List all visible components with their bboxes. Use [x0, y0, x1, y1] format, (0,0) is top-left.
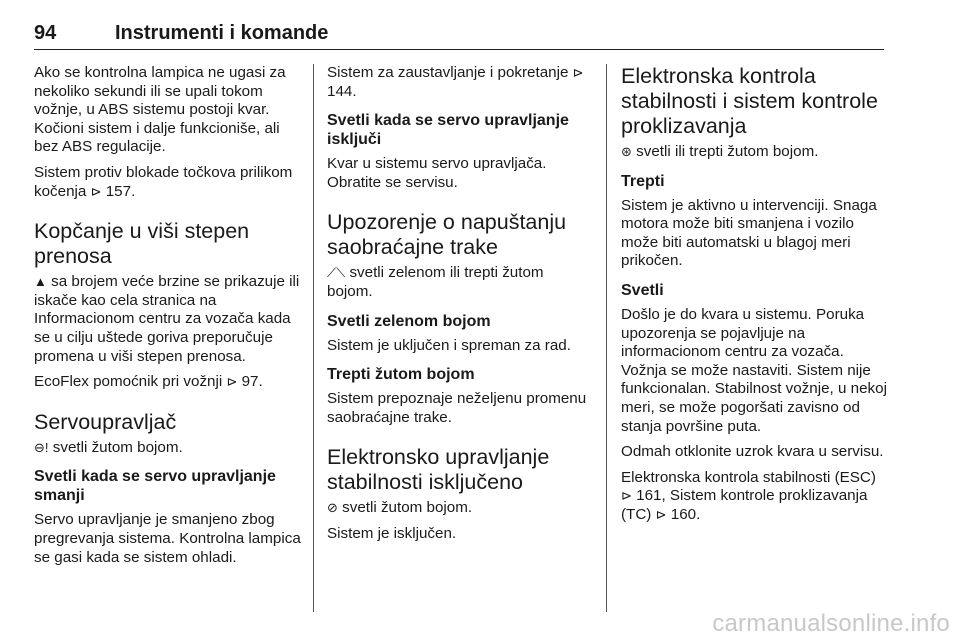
- paragraph-servo-off: Kvar u sistemu servo upravljača. Obratite se servisu.: [327, 155, 547, 191]
- paragraph-green: Sistem je uključen i spreman za rad.: [327, 336, 571, 354]
- page-reference-link[interactable]: 161, Sistem kontrole proklizavanja (TC): [621, 487, 868, 523]
- upshift-triangle-icon: ▲: [34, 274, 47, 290]
- paragraph-yellow: Sistem prepoznaje neželjenu promenu saobraćajne trake.: [327, 390, 587, 426]
- page-reference-icon: ⊳: [572, 65, 584, 80]
- watermark: carmanualsonline.info: [712, 610, 950, 637]
- heading-lane-departure: Upozorenje o napuštanju saobraćajne trake: [327, 210, 567, 260]
- paragraph-lane-lamp: ⟋⟍ svetli zelenom ili trepti žutom bojom.: [327, 264, 544, 300]
- column-divider: [313, 64, 314, 612]
- heading-esc-off: Elektronsko upravljanje stabilnosti isključeno: [327, 445, 550, 495]
- page-reference-icon: ⊳: [621, 488, 632, 504]
- paragraph-servo-reduced: Servo upravljanje je smanjeno zbog pregrevanja sistema. Kontrolna lampica se gasi kada se sistem ohladi.: [34, 511, 301, 566]
- page-reference-icon: ⊳: [90, 183, 102, 199]
- paragraph-service: Odmah otklonite uzrok kvara u servisu.: [621, 443, 884, 461]
- subheading-on: Svetli: [621, 281, 664, 299]
- column-divider: [606, 64, 607, 612]
- paragraph-esc-lamp: ⊛ svetli ili trepti žutom bojom.: [621, 143, 819, 160]
- page-reference-link[interactable]: 157.: [105, 182, 136, 200]
- paragraph-abs-fault: Ako se kontrolna lampica ne ugasi za nekoliko sekundi ili se upali tokom vožnje, u ABS sistemu postoji kvar. Kočioni sistem i dalje funkcioniše, ali bez ABS regulacije.: [34, 64, 286, 156]
- paragraph-esc-refs: Elektronska kontrola stabilnosti (ESC) ⊳ 161, Sistem kontrole proklizavanja (TC) ⊳ 160.: [621, 468, 876, 523]
- paragraph-esc-off: Sistem je isključen.: [327, 524, 457, 542]
- paragraph-start-stop: Sistem za zaustavljanje i pokretanje ⊳ 144.: [327, 64, 584, 100]
- paragraph-flashing: Sistem je aktivno u intervenciji. Snaga motora može biti smanjena i vozilo može biti automatski u blagoj meri prikočen.: [621, 196, 877, 270]
- column-1: [34, 64, 302, 574]
- page-reference-icon: ⊳: [655, 506, 667, 522]
- heading-servo: Servoupravljač: [34, 409, 177, 434]
- page-reference-icon: ⊳: [226, 374, 238, 390]
- paragraph-ecoflex: EcoFlex pomoćnik pri vožnji ⊳ 97.: [34, 373, 263, 391]
- page-header: [34, 10, 884, 50]
- page-reference-link[interactable]: 160.: [670, 505, 701, 523]
- heading-esc-tc: Elektronska kontrola stabilnosti i sistem kontrole proklizavanja: [621, 64, 878, 138]
- lane-departure-icon: ⟋⟍: [327, 265, 346, 281]
- paragraph-abs-ref: Sistem protiv blokade točkova prilikom kočenja ⊳ 157.: [34, 163, 293, 200]
- page-reference-link[interactable]: 97.: [241, 373, 263, 391]
- paragraph-upshift: ▲ sa brojem veće brzine se prikazuje ili iskače kao cela stranica na Informacionom centru za vozača kada se u cilju uštede goriva preporučuje promena u viši stepen prenosa.: [34, 273, 300, 365]
- subheading-servo-reduced: Svetli kada se servo upravljanje smanji: [34, 468, 276, 505]
- esc-skid-icon: ⊛: [621, 144, 632, 159]
- heading-upshift: Kopčanje u viši stepen prenosa: [34, 219, 250, 269]
- steering-warning-icon: ⊖!: [34, 439, 49, 455]
- running-title: Instrumenti i komande: [115, 22, 329, 44]
- page-reference-link[interactable]: 144.: [327, 82, 357, 100]
- column-2: [327, 64, 591, 551]
- subheading-servo-off: Svetli kada se servo upravljanje isključi: [327, 112, 569, 149]
- column-3: [621, 64, 889, 532]
- esc-off-icon: ⊘: [327, 500, 338, 516]
- subheading-flashing: Trepti: [621, 172, 665, 190]
- subheading-yellow: Trepti žutom bojom: [327, 366, 475, 384]
- page-number: 94: [34, 22, 57, 44]
- paragraph-servo-lamp: ⊖! svetli žutom bojom.: [34, 438, 183, 456]
- subheading-green: Svetli zelenom bojom: [327, 312, 491, 330]
- paragraph-esc-off-lamp: ⊘ svetli žutom bojom.: [327, 499, 473, 517]
- paragraph-on: Došlo je do kvara u sistemu. Poruka upozorenja se pojavljuje na informacionom centru za vozača. Vožnja se može nastaviti. Sistem nije funkcionalan. Stabilnost vožnje, u nekoj meri, se može pogoršati zavisno od stanja površine puta.: [621, 305, 887, 435]
